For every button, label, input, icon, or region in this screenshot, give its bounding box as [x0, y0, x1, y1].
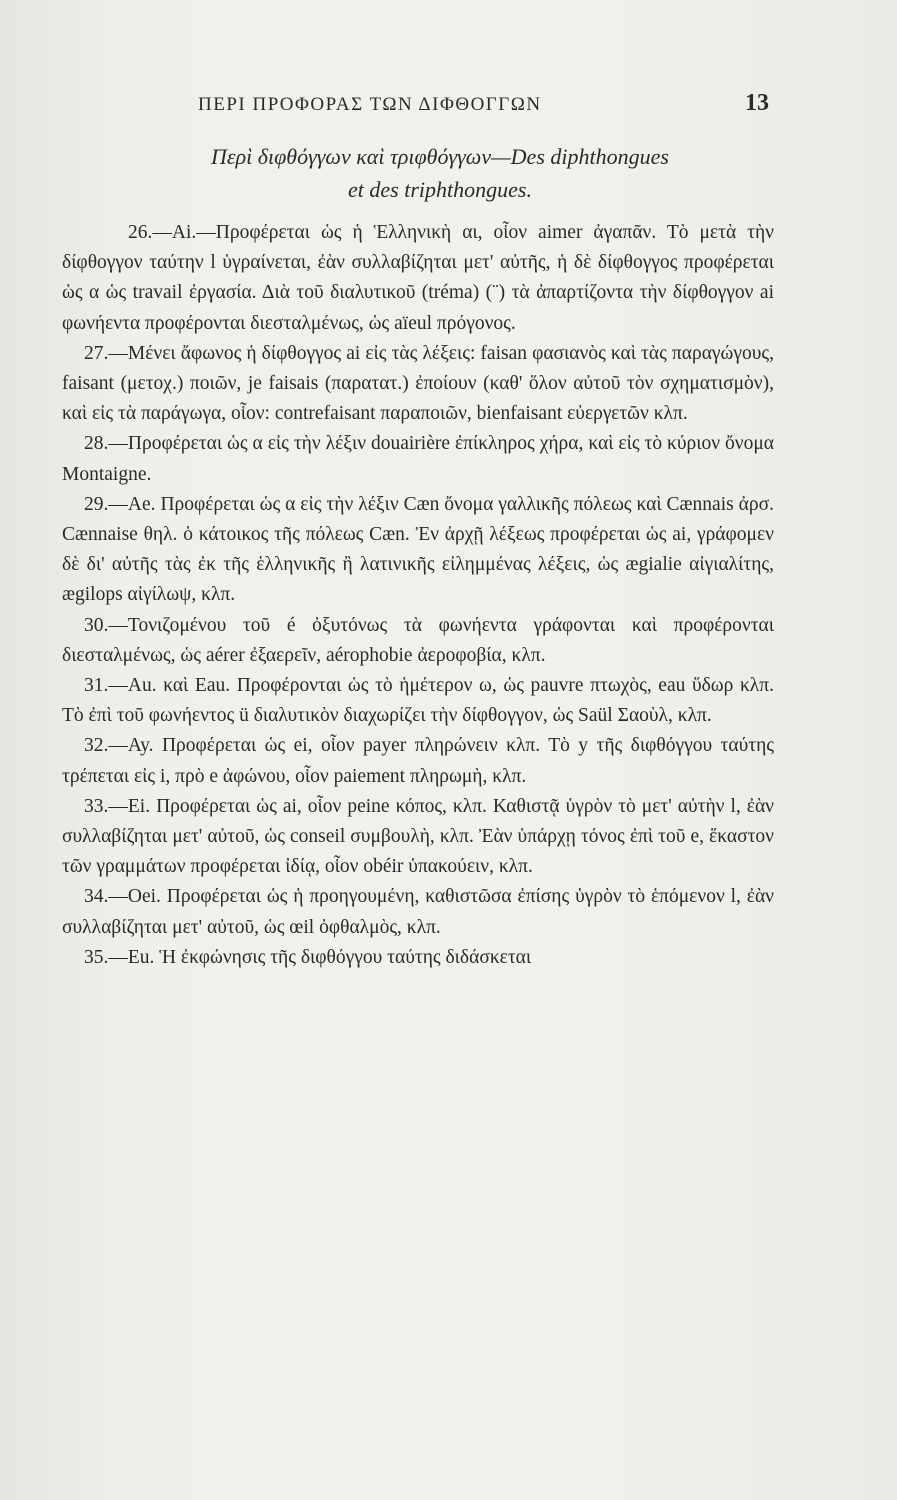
paragraph-35: 35.—Eu. Ἡ ἐκφώνησις τῆς διφθόγγου ταύτης διδάσκεται	[84, 946, 532, 968]
paragraph-33: 33.—Ei. Προφέρεται ὡς ai, οἷον peine κόπος, κλπ. Καθιστᾷ ὑγρὸν τὸ μετ' αὐτὴν l, ἐὰν συλλαβίζηται μετ' αὐτοῦ, ὡς conseil συμβουλὴ, κλπ. Ἐὰν ὑπάρχῃ τόνος ἐπὶ τοῦ e, ἕκαστον τῶν γραμμάτων προφέρεται ἰδίᾳ, οἷον obéir ὑπακούειν, κλπ.	[62, 795, 774, 878]
paragraph-28: 28.—Προφέρεται ὡς α εἰς τὴν λέξιν douairière ἐπίκληρος χήρα, καὶ εἰς τὸ κύριον ὄνομα Montaigne.	[62, 433, 774, 485]
paragraph-30: 30.—Τονιζομένου τοῦ é ὀξυτόνως τὰ φωνήεντα γράφονται καὶ προφέρονται διεσταλμένως, ὡς aérer ἐξαερεῖν, aérophobie ἀεροφοβία, κλπ.	[62, 614, 774, 666]
paragraph-31: 31.—Au. καὶ Eau. Προφέρονται ὡς τὸ ἡμέτερον ω, ὡς pauvre πτωχὸς, eau ὕδωρ κλπ. Τὸ ἐπὶ τοῦ φωνήεντος ü διαλυτικὸν διαχωρίζει τὴν δίφθογγον, ὡς Saül Σαοὺλ, κλπ.	[62, 675, 774, 727]
paragraph-29: 29.—Ae. Προφέρεται ὡς α εἰς τὴν λέξιν Cæn ὄνομα γαλλικῆς πόλεως καὶ Cænnais ἀρσ. Cænnaise θηλ. ὁ κάτοικος τῆς πόλεως Cæn. Ἐν ἀρχῇ λέξεως προφέρεται ὡς ai, γράφομεν δὲ δι' αὐτῆς τὰς ἐκ τῆς ἑλληνικῆς ἢ λατινικῆς εἰλημμένας λέξεις, ὡς ægialie αἰγιαλίτης, ægilops αἰγίλωψ, κλπ.	[62, 493, 774, 606]
section-title-line: Περὶ διφθόγγων καὶ τριφθόγγων—Des diphthongues	[211, 144, 669, 169]
body-text	[62, 218, 774, 973]
section-title-line: et des triphthongues.	[348, 177, 532, 202]
paragraph-27: 27.—Μένει ἄφωνος ἡ δίφθογγος ai εἰς τὰς λέξεις: faisan φασιανὸς καὶ τὰς παραγώγους, faisant (μετοχ.) ποιῶν, je faisais (παρατατ.) ἐποίουν (καθ' ὅλον αὐτοῦ τὸν σχηματισμὸν), καὶ εἰς τὰ παράγωγα, οἷον: contrefaisant παραποιῶν, bienfaisant εὐεργετῶν κλπ.	[62, 342, 774, 425]
paragraph-32: 32.—Ay. Προφέρεται ὡς ei, οἷον payer πληρώνειν κλπ. Τὸ y τῆς διφθόγγου ταύτης τρέπεται εἰς i, πρὸ e ἀφώνου, οἷον paiement πληρωμὴ, κλπ.	[62, 735, 774, 787]
paragraph-26: 26.—Ai.—Προφέρεται ὡς ἡ Ἑλληνικὴ αι, οἷον aimer ἀγαπᾶν. Τὸ μετὰ τὴν δίφθογγον ταύτην l ὑγραίνεται, ἐὰν συλλαβίζηται μετ' αὐτῆς, ἡ δὲ δίφθογγος προφέρεται ὡς α ὡς travail ἐργασία. Διὰ τοῦ διαλυτικοῦ (tréma) (¨) τὰ ἀπαρτίζοντα τὴν δίφθογγον ai φωνήεντα προφέρονται διεσταλμένως, ὡς aïeul πρόγονος.	[62, 222, 774, 334]
page-number: 13	[745, 90, 769, 116]
paragraph-34: 34.—Oei. Προφέρεται ὡς ἡ προηγουμένη, καθιστῶσα ἐπίσης ὑγρὸν τὸ ἑπόμενον l, ἐὰν συλλαβίζηται μετ' αὐτοῦ, ὡς œil ὀφθαλμὸς, κλπ.	[62, 886, 774, 938]
running-head: ΠΕΡΙ ΠΡΟΦΟΡΑΣ ΤΩΝ ΔΙΦΘΟΓΓΩΝ	[198, 94, 542, 115]
page-header	[0, 90, 897, 124]
section-title	[110, 140, 770, 206]
